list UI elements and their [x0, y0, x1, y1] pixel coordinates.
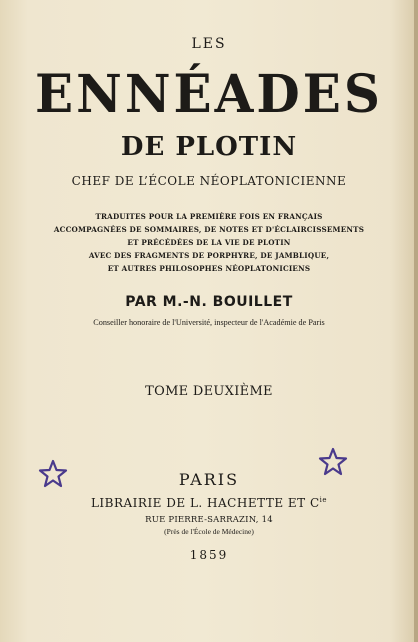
imprint-near: (Près de l'École de Médecine) [164, 527, 254, 536]
imprint-year: 1859 [189, 548, 229, 562]
description-line: ACCOMPAGNÉES DE SOMMAIRES, DE NOTES ET D'ÉCLAIRCISSEMENTS [53, 225, 365, 234]
description-line: ET PRÉCÉDÉES DE LA VIE DE PLOTIN [127, 238, 291, 247]
publisher-superscript: ie [319, 496, 328, 504]
volume-label: TOME DEUXIÈME [145, 384, 273, 399]
title-article: LES [191, 36, 227, 52]
imprint-city: PARIS [178, 470, 240, 489]
author-name: PAR M.-N. BOUILLET [125, 294, 293, 310]
author-role: Conseiller honoraire de l'Université, inspecteur de l'Académie de Paris [93, 318, 325, 327]
description-line: AVEC DES FRAGMENTS DE PORPHYRE, DE JAMBLIQUE, [88, 251, 330, 260]
publisher-name: LIBRAIRIE DE L. HACHETTE ET C [90, 496, 320, 510]
book-title: ENNÉADES [35, 62, 383, 125]
school-line: CHEF DE L’ÉCOLE NÉOPLATONICIENNE [71, 174, 347, 188]
description-line: ET AUTRES PHILOSOPHES NÉOPLATONICIENS [107, 264, 311, 273]
imprint-publisher [0, 496, 418, 510]
description-line: TRADUITES POUR LA PREMIÈRE FOIS EN FRANÇAIS [95, 212, 323, 221]
book-subtitle: DE PLOTIN [120, 132, 298, 162]
imprint-address: RUE PIERRE-SARRAZIN, 14 [145, 515, 273, 525]
